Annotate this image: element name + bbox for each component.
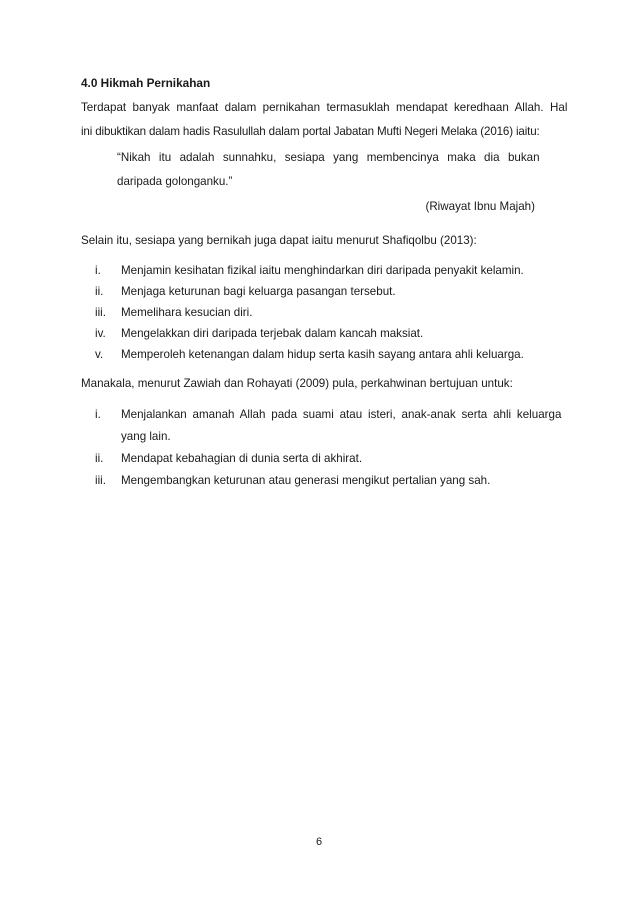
hadith-citation: (Riwayat Ibnu Majah) [425, 200, 535, 213]
list-item-text: Mendapat kebahagian di dunia serta di akhirat. [121, 452, 363, 465]
purposes-list [95, 404, 561, 492]
list-item-text: Menjamin kesihatan fizikal iaitu menghindarkan diri daripada penyakit kelamin. [121, 264, 524, 277]
list-item-number: ii. [95, 285, 104, 298]
intro-line-1: Terdapat banyak manfaat dalam pernikahan termasuklah mendapat keredhaan Allah. Hal [81, 101, 568, 114]
list-item-number: iii. [95, 474, 106, 487]
list-item [95, 323, 561, 344]
list-item-number: v. [95, 348, 104, 361]
list-item-text: Memelihara kesucian diri. [121, 306, 253, 319]
benefits-list [95, 260, 561, 365]
quote-line-2: daripada golonganku.” [117, 175, 233, 188]
list2-intro-text: Manakala, menurut Zawiah dan Rohayati (2009) pula, perkahwinan bertujuan untuk: [81, 377, 513, 390]
list-item [95, 260, 561, 281]
hadith-quote [117, 146, 540, 194]
list1-intro [81, 229, 561, 253]
quote-line-1: “Nikah itu adalah sunnahku, sesiapa yang membencinya maka dia bukan [117, 151, 540, 164]
list2-intro [81, 372, 561, 396]
list-item [95, 344, 561, 365]
intro-line-2: ini dibuktikan dalam hadis Rasulullah dalam portal Jabatan Mufti Negeri Melaka (2016) iaitu: [81, 125, 540, 138]
page-number: 6 [315, 836, 323, 848]
list-item-text: Mengembangkan keturunan atau generasi mengikut pertalian yang sah. [121, 474, 491, 487]
list-item [95, 404, 561, 448]
list-item [95, 302, 561, 323]
list-item-text-line-1: Menjalankan amanah Allah pada suami atau isteri, anak-anak serta ahli keluarga [121, 408, 562, 421]
list-item [95, 470, 561, 492]
list-item-number: iii. [95, 306, 106, 319]
list-item-text-line-2: yang lain. [121, 430, 171, 443]
list-item-number: iv. [95, 327, 106, 340]
list-item-text: Memperoleh ketenangan dalam hidup serta kasih sayang antara ahli keluarga. [121, 348, 524, 361]
list-item-number: ii. [95, 452, 104, 465]
list-item-number: i. [95, 264, 101, 277]
list-item-number: i. [95, 408, 101, 421]
list-item [95, 281, 561, 302]
list-item-text: Mengelakkan diri daripada terjebak dalam kancah maksiat. [121, 327, 424, 340]
list-item [95, 448, 561, 470]
list-item-text: Menjaga keturunan bagi keluarga pasangan tersebut. [121, 285, 396, 298]
list1-intro-text: Selain itu, sesiapa yang bernikah juga dapat iaitu menurut Shafiqolbu (2013): [81, 234, 477, 247]
intro-paragraph [81, 96, 568, 144]
section-heading: 4.0 Hikmah Pernikahan [81, 76, 211, 90]
